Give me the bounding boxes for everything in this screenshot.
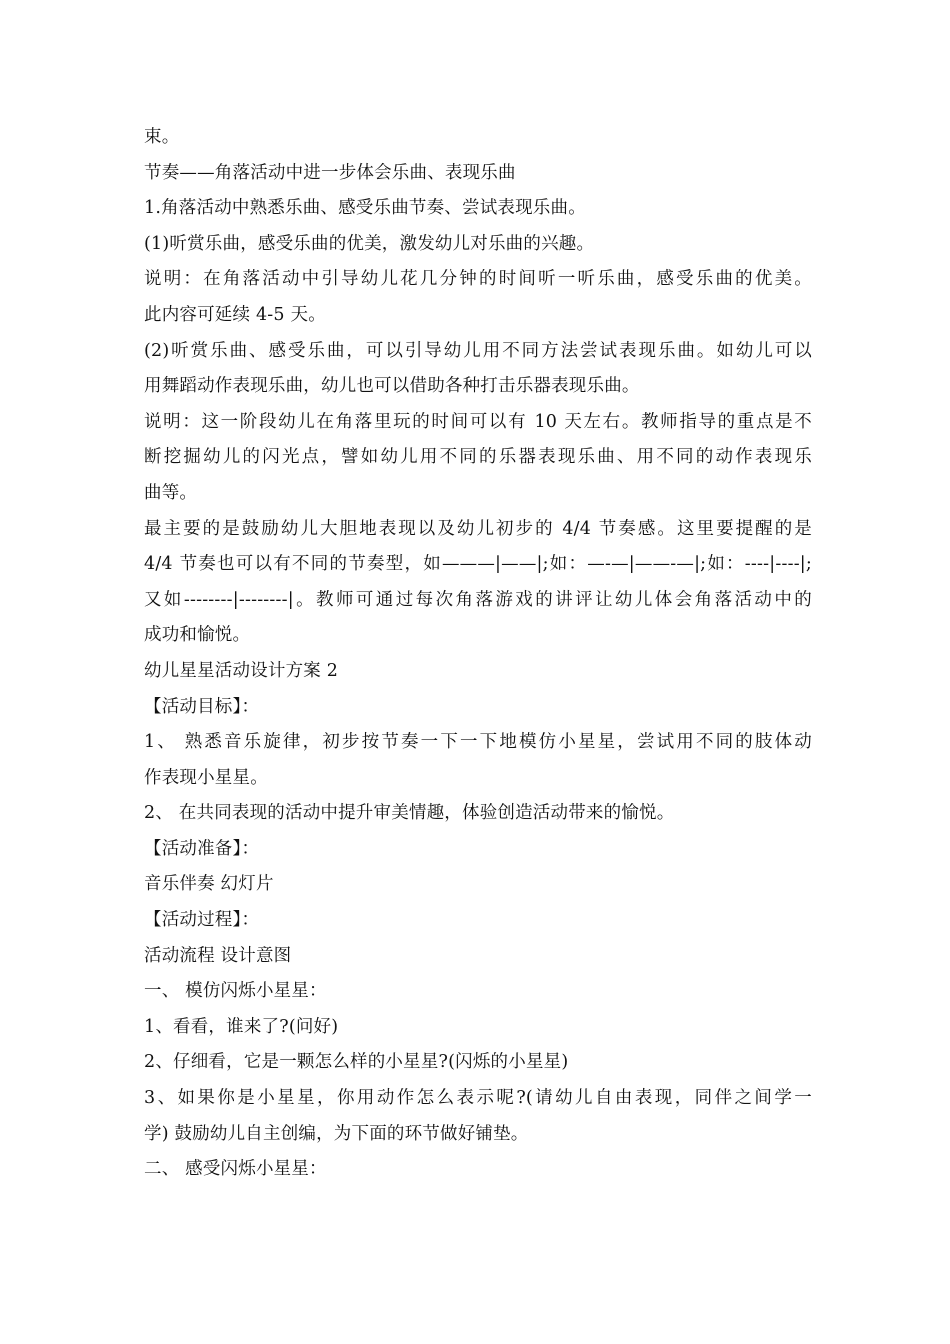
text-line: 此内容可延续 4-5 天。 xyxy=(144,304,326,325)
text-line: 曲等。 xyxy=(144,482,198,503)
text-line: 最主要的是鼓励幼儿大胆地表现以及幼儿初步的 4/4 节奏感。这里要提醒的是 xyxy=(144,518,812,539)
text-line: 音乐伴奏 幻灯片 xyxy=(144,874,274,895)
text-line: 断挖掘幼儿的闪光点，譬如幼儿用不同的乐器表现乐曲、用不同的动作表现乐 xyxy=(144,447,812,468)
section-heading: 节奏——角落活动中进一步体会乐曲、表现乐曲 xyxy=(144,162,516,183)
section-heading: 【活动目标】： xyxy=(144,696,260,717)
text-line: 用舞蹈动作表现乐曲，幼儿也可以借助各种打击乐器表现乐曲。 xyxy=(144,376,640,397)
section-heading: 【活动准备】： xyxy=(144,838,260,859)
rhythm-pattern-line: 4/4 节奏也可以有不同的节奏型，如———|——|;如：—-—|——-—|;如：----|----|; xyxy=(144,554,812,575)
document-body xyxy=(144,120,812,1188)
section-heading: 【活动过程】： xyxy=(144,910,260,931)
list-item: 3、如果你是小星星，你用动作怎么表示呢?(请幼儿自由表现，同伴之间学一 xyxy=(144,1088,812,1109)
text-line: 又如--------|--------|。教师可通过每次角落游戏的讲评让幼儿体会角落活动中的 xyxy=(144,589,812,610)
list-item: 2、仔细看，它是一颗怎么样的小星星?(闪烁的小星星) xyxy=(144,1052,569,1073)
list-heading: 二、 感受闪烁小星星： xyxy=(144,1159,327,1180)
document-title: 幼儿星星活动设计方案 2 xyxy=(144,660,339,681)
text-line: 说明：在角落活动中引导幼儿花几分钟的时间听一听乐曲，感受乐曲的优美。 xyxy=(144,269,812,290)
text-line: (2)听赏乐曲、感受乐曲，可以引导幼儿用不同方法尝试表现乐曲。如幼儿可以 xyxy=(144,340,812,361)
text-line: 活动流程 设计意图 xyxy=(144,945,292,966)
list-item: 1、看看，谁来了?(问好) xyxy=(144,1016,339,1037)
text-line: 成功和愉悦。 xyxy=(144,625,251,646)
list-item: 1、 熟悉音乐旋律，初步按节奏一下一下地模仿小星星，尝试用不同的肢体动 xyxy=(144,732,812,753)
list-heading: 一、 模仿闪烁小星星： xyxy=(144,981,327,1002)
list-item: 学) 鼓励幼儿自主创编，为下面的环节做好铺垫。 xyxy=(144,1123,529,1144)
text-line: 说明：这一阶段幼儿在角落里玩的时间可以有 10 天左右。教师指导的重点是不 xyxy=(144,411,812,432)
list-item: 2、 在共同表现的活动中提升审美情趣，体验创造活动带来的愉悦。 xyxy=(144,803,675,824)
text-line: (1)听赏乐曲，感受乐曲的优美，激发幼儿对乐曲的兴趣。 xyxy=(144,233,595,254)
list-item: 作表现小星星。 xyxy=(144,767,268,788)
text-line: 1.角落活动中熟悉乐曲、感受乐曲节奏、尝试表现乐曲。 xyxy=(144,198,586,219)
text-line: 束。 xyxy=(144,127,180,147)
